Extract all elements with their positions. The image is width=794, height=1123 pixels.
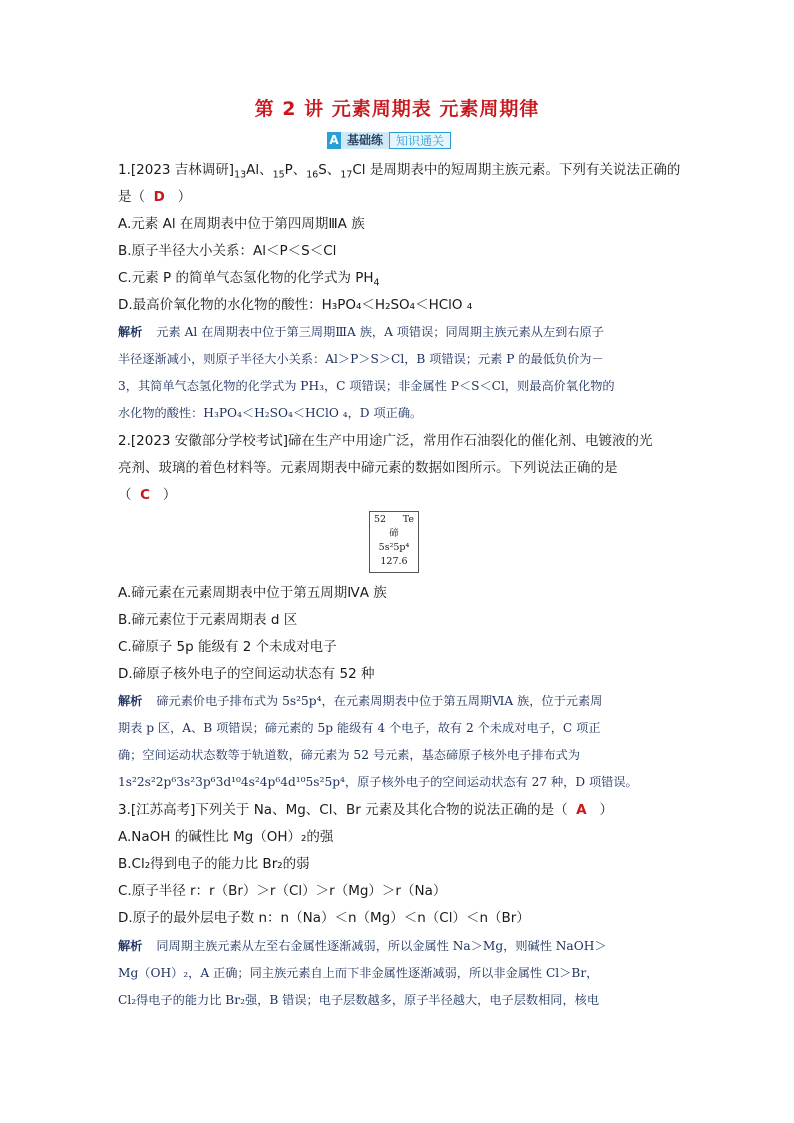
q1-stem-line-2 [118, 188, 191, 206]
q2-explanation-label: 解析 [118, 694, 143, 708]
q1-option-d: D.最高价氧化物的水化物的酸性：H₃PO₄＜H₂SO₄＜HClO ₄ [118, 297, 473, 313]
badge-tag: 知识通关 [389, 132, 451, 149]
q1-option-c [118, 269, 380, 287]
element-config: 5s²5p⁴ [378, 542, 410, 553]
q1-answer: D [153, 189, 165, 205]
element-symbol: Te [402, 514, 414, 525]
badge-level: 基础练 [341, 132, 389, 149]
q3-paren-close: ） [599, 802, 613, 818]
q2-option-a: A.碲元素在元素周期表中位于第五周期ⅣA 族 [118, 585, 387, 601]
q3-explanation-text-1: 同周期主族元素从左至右金属性逐渐减弱，所以金属性 Na＞Mg，则碱性 NaOH＞ [156, 939, 607, 953]
q2-answer: C [140, 487, 151, 503]
q2-explanation-line-1 [118, 692, 602, 710]
q2-explanation-text-1: 碲元素价电子排布式为 5s²5p⁴，在元素周期表中位于第五周期ⅥA 族，位于元素周 [156, 694, 603, 708]
q3-option-d: D.原子的最外层电子数 n：n（Na）＜n（Mg）＜n（Cl）＜n（Br） [118, 910, 530, 926]
q2-explanation-line-4: 1s²2s²2p⁶3s²3p⁶3d¹⁰4s²4p⁶4d¹⁰5s²5p⁴，原子核外电子的空间运动状态有 27 种，D 项错误。 [118, 775, 638, 789]
element-atomic-number: 52 [374, 514, 387, 525]
q2-explanation-line-3: 确；空间运动状态数等于轨道数，碲元素为 52 号元素，基态碲原子核外电子排布式为 [118, 748, 581, 762]
q2-stem-line-2: 亮剂、玻璃的着色材料等。元素周期表中碲元素的数据如图所示。下列说法正确的是 [118, 460, 618, 476]
q1-sub-17: 17 [340, 169, 353, 181]
q1-stem-rest: Cl 是周期表中的短周期主族元素。下列有关说法正确的 [352, 162, 681, 178]
element-tile-header [370, 512, 418, 527]
q3-option-b: B.Cl₂得到电子的能力比 Br₂的弱 [118, 856, 310, 872]
q1-option-a: A.元素 Al 在周期表中位于第四周期ⅢA 族 [118, 216, 365, 232]
q1-paren-open: 是（ [118, 189, 145, 205]
q3-answer: A [576, 802, 587, 818]
q1-s: S、 [318, 162, 341, 178]
q1-explanation-line-2: 半径逐渐减小，则原子半径大小关系：Al＞P＞S＞Cl，B 项错误；元素 P 的最低负价为－ [118, 352, 604, 366]
q2-paren-close: ） [162, 487, 177, 503]
q2-option-b: B.碲元素位于元素周期表 d 区 [118, 612, 298, 628]
q2-stem-line-1: 2.[2023 安徽部分学校考试]碲在生产中用途广泛，常用作石油裂化的催化剂、电镀液的光 [118, 433, 653, 449]
q2-explanation-line-2: 期表 p 区，A、B 项错误；碲元素的 5p 能级有 4 个电子，故有 2 个未成对电子，C 项正 [118, 721, 601, 735]
q1-explanation-line-3: 3，其简单气态氢化物的化学式为 PH₃，C 项错误；非金属性 P＜S＜Cl，则最高价氧化物的 [118, 379, 615, 393]
q1-option-c-sub: 4 [373, 277, 380, 289]
q1-paren-close: ） [177, 189, 192, 205]
q1-p: P、 [284, 162, 307, 178]
q2-option-c: C.碲原子 5p 能级有 2 个未成对电子 [118, 639, 337, 655]
q1-sub-16: 16 [306, 169, 319, 181]
q1-source: 1.[2023 吉林调研] [118, 162, 235, 178]
q2-paren-open: （ [118, 487, 132, 503]
element-tile-tellurium [369, 511, 419, 573]
q3-explanation-line-2: Mg（OH）₂，A 正确；同主族元素自上而下非金属性逐渐减弱，所以非金属性 Cl＞Br， [118, 966, 599, 980]
q1-sub-15: 15 [272, 169, 285, 181]
q3-explanation-line-3: Cl₂得电子的能力比 Br₂强，B 错误；电子层数越多，原子半径越大，电子层数相同，核电 [118, 993, 600, 1007]
q3-explanation-line-1 [118, 937, 607, 955]
section-badge [327, 132, 451, 149]
q3-option-c: C.原子半径 r：r（Br）＞r（Cl）＞r（Mg）＞r（Na） [118, 883, 447, 899]
q1-stem-line-1 [118, 161, 680, 179]
element-mass: 127.6 [380, 556, 408, 567]
q1-explanation-line-1 [118, 323, 604, 341]
q1-option-b: B.原子半径大小关系：Al＜P＜S＜Cl [118, 243, 337, 259]
q1-option-c-text: C.元素 P 的简单气态氢化物的化学式为 PH [118, 270, 374, 286]
q1-sub-13: 13 [234, 169, 247, 181]
q3-explanation-label: 解析 [118, 939, 143, 953]
q1-explanation-text-1: 元素 Al 在周期表中位于第三周期ⅢA 族，A 项错误；同周期主族元素从左到右原子 [156, 325, 604, 339]
element-name: 碲 [389, 528, 399, 539]
q2-option-d: D.碲原子核外电子的空间运动状态有 52 种 [118, 666, 375, 682]
q2-stem-line-3 [118, 486, 176, 504]
q1-explanation-line-4: 水化物的酸性：H₃PO₄＜H₂SO₄＜HClO ₄，D 项正确。 [118, 406, 423, 420]
page-title: 第 2 讲 元素周期表 元素周期律 [254, 98, 540, 120]
q3-stem-text: 3.[江苏高考]下列关于 Na、Mg、Cl、Br 元素及其化合物的说法正确的是（ [118, 802, 568, 818]
q1-explanation-label: 解析 [118, 325, 143, 339]
q1-al: Al、 [246, 162, 273, 178]
q3-stem [118, 801, 613, 819]
badge-letter: A [327, 132, 341, 149]
q3-option-a: A.NaOH 的碱性比 Mg（OH）₂的强 [118, 829, 334, 845]
